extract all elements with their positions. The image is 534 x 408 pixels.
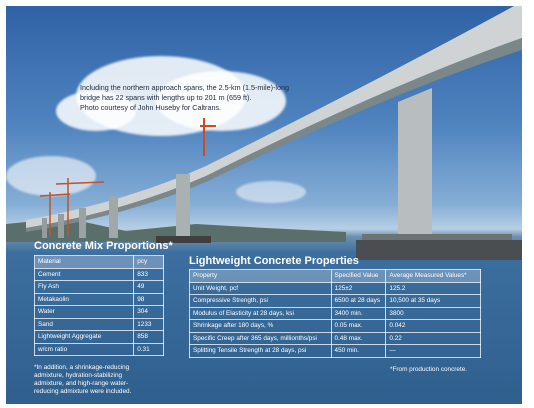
- bridge-pier: [79, 208, 86, 238]
- table-row: [190, 345, 481, 358]
- table-row: [35, 281, 164, 294]
- table-row: [190, 295, 481, 308]
- properties-table: [189, 269, 481, 358]
- table-cell: Water: [35, 306, 134, 319]
- table-row: [35, 306, 164, 319]
- table-row: [190, 282, 481, 295]
- table-cell: 3400 min.: [331, 307, 386, 320]
- table-cell: Cement: [35, 268, 134, 281]
- table-row: [35, 318, 164, 331]
- mix-proportions-table: [34, 255, 164, 356]
- table-cell: 98: [134, 293, 164, 306]
- table-row: [35, 343, 164, 356]
- table-cell: Unit Weight, pcf: [190, 282, 332, 295]
- bridge-pier: [109, 196, 118, 238]
- bridge-pier: [398, 88, 432, 248]
- table-cell: 125±2: [331, 282, 386, 295]
- barge: [362, 234, 512, 240]
- photo-caption: [80, 83, 320, 113]
- caption-line: Photo courtesy of John Huseby for Caltrans.: [80, 103, 222, 112]
- bridge-pier: [176, 174, 190, 240]
- column-header: Property: [190, 270, 332, 283]
- column-header: Average Measured Values*: [386, 270, 481, 283]
- table-cell: 833: [134, 268, 164, 281]
- column-header: Specified Value: [331, 270, 386, 283]
- table-cell: Shrinkage after 180 days, %: [190, 320, 332, 333]
- table-row: [190, 307, 481, 320]
- properties-title: Lightweight Concrete Properties: [189, 255, 359, 267]
- mix-footnote: [34, 364, 131, 396]
- table-row: [190, 320, 481, 333]
- bridge-deck: [26, 6, 522, 228]
- barge: [356, 240, 522, 260]
- bridge-pier: [58, 214, 64, 238]
- crane: [200, 118, 216, 156]
- table-cell: 0.48 max.: [331, 332, 386, 345]
- table-header-row: [190, 270, 481, 283]
- table-cell: Lightweight Aggregate: [35, 331, 134, 344]
- table-cell: 6500 at 28 days: [331, 295, 386, 308]
- table-cell: Compressive Strength, psi: [190, 295, 332, 308]
- table-row: [35, 268, 164, 281]
- table-cell: 858: [134, 331, 164, 344]
- table-cell: Specific Creep after 365 days, millionths/psi: [190, 332, 332, 345]
- bridge-pier: [42, 218, 47, 238]
- table-cell: 0.31: [134, 343, 164, 356]
- column-header: Material: [35, 256, 134, 269]
- caption-line: Including the northern approach spans, the 2.5-km (1.5-mile)-long: [80, 83, 289, 92]
- table-cell: Sand: [35, 318, 134, 331]
- table-cell: 10,500 at 35 days: [386, 295, 481, 308]
- table-cell: 304: [134, 306, 164, 319]
- table-cell: Modulus of Elasticity at 28 days, ksi: [190, 307, 332, 320]
- table-cell: 0.042: [386, 320, 481, 333]
- footnote-line: *In addition, a shrinkage-reducing: [34, 364, 130, 371]
- table-cell: 49: [134, 281, 164, 294]
- caption-line: bridge has 22 spans with lengths up to 201 m (659 ft).: [80, 93, 252, 102]
- properties-footnote: *From production concrete.: [390, 366, 468, 373]
- column-header: pcy: [134, 256, 164, 269]
- table-cell: 450 min.: [331, 345, 386, 358]
- footnote-line: admixture, and high-range water-: [34, 380, 129, 387]
- footnote-line: reducing admixture were included.: [34, 388, 132, 395]
- table-cell: Metakaolin: [35, 293, 134, 306]
- table-row: [35, 331, 164, 344]
- footnote-line: admixture, hydration-stabilizing: [34, 372, 123, 379]
- table-cell: 3800: [386, 307, 481, 320]
- table-cell: Splitting Tensile Strength at 28 days, psi: [190, 345, 332, 358]
- table-row: [190, 332, 481, 345]
- table-header-row: [35, 256, 164, 269]
- table-cell: —: [386, 345, 481, 358]
- table-cell: w/cm ratio: [35, 343, 134, 356]
- table-cell: Fly Ash: [35, 281, 134, 294]
- table-row: [35, 293, 164, 306]
- table-cell: 1233: [134, 318, 164, 331]
- mix-proportions-title: Concrete Mix Proportions*: [34, 240, 173, 252]
- bridge-photo: [6, 6, 522, 404]
- table-cell: 0.22: [386, 332, 481, 345]
- table-cell: 125.2: [386, 282, 481, 295]
- table-cell: 0.05 max.: [331, 320, 386, 333]
